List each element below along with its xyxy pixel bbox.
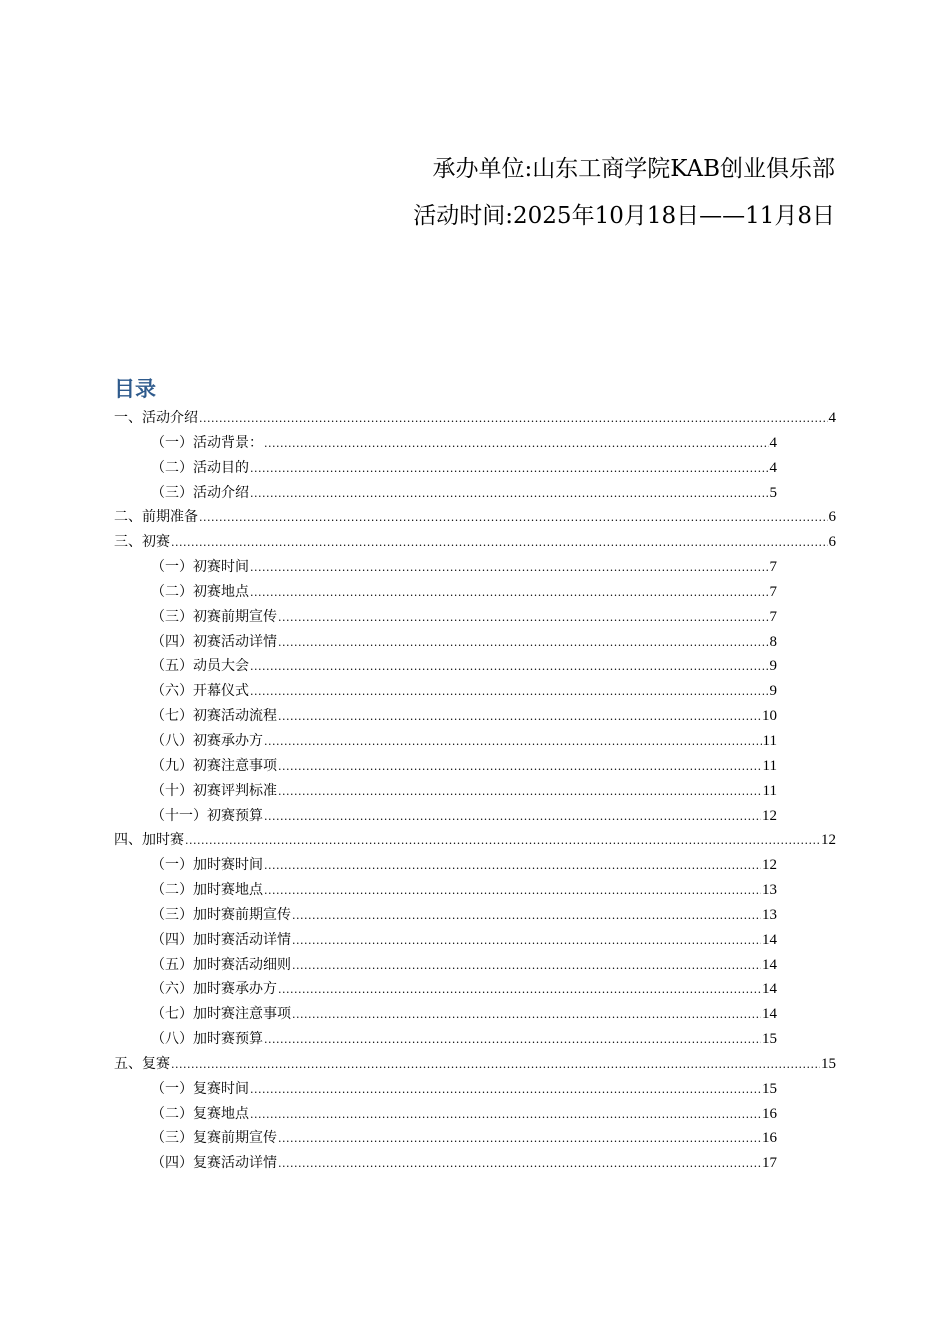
toc-dot-leader [250, 680, 769, 705]
toc-entry-page-number: 9 [769, 683, 777, 700]
toc-entry[interactable] [114, 977, 777, 1002]
toc-entry[interactable] [114, 878, 777, 903]
toc-dot-leader [250, 581, 769, 606]
toc-entry-label: 三、初赛 [114, 534, 170, 551]
activity-time-line: 活动时间:2025年10月18日——11月8日 [413, 203, 835, 229]
toc-dot-leader [199, 506, 828, 531]
toc-entry[interactable] [114, 953, 777, 978]
toc-dot-leader [250, 457, 769, 482]
toc-dot-leader [185, 829, 820, 854]
toc-entry-label: （二）复赛地点 [151, 1105, 249, 1122]
toc-dot-leader [278, 1127, 761, 1152]
toc-entry-label: （六）加时赛承办方 [151, 981, 277, 998]
toc-entry-page-number: 15 [821, 1055, 836, 1072]
toc-dot-leader [278, 705, 761, 730]
toc-entry[interactable] [114, 555, 777, 580]
toc-entry-label: （一）复赛时间 [151, 1080, 249, 1097]
toc-dot-leader [278, 978, 761, 1003]
toc-entry-page-number: 12 [762, 857, 777, 874]
toc-entry-label: （三）初赛前期宣传 [151, 608, 277, 625]
toc-dot-leader [278, 606, 769, 631]
toc-entry[interactable] [114, 804, 777, 829]
toc-entry-page-number: 7 [769, 559, 777, 576]
toc-entry-page-number: 4 [828, 410, 836, 426]
toc-entry-label: （七）加时赛注意事项 [151, 1006, 291, 1023]
toc-entry-page-number: 14 [762, 931, 777, 948]
toc-entry[interactable] [114, 1151, 777, 1176]
toc-entry-label: 五、复赛 [114, 1055, 170, 1072]
toc-entry[interactable] [114, 704, 777, 729]
toc-entry-page-number: 4 [769, 459, 777, 476]
organizer-line: 承办单位:山东工商学院KAB创业俱乐部 [432, 156, 835, 182]
toc-entry-page-number: 6 [828, 534, 836, 551]
toc-entry-page-number: 11 [762, 732, 777, 749]
toc-entry-page-number: 14 [762, 981, 777, 998]
toc-entry[interactable] [114, 679, 777, 704]
toc-entry[interactable] [114, 754, 777, 779]
toc-entry[interactable] [114, 605, 777, 630]
toc-dot-leader [278, 755, 762, 780]
toc-entry-page-number: 4 [769, 434, 777, 451]
toc-entry-label: （四）复赛活动详情 [151, 1155, 277, 1172]
toc-entry-page-number: 13 [762, 906, 777, 923]
toc-entry-page-number: 13 [762, 882, 777, 899]
toc-dot-leader [292, 954, 761, 979]
toc-entry[interactable] [114, 1052, 836, 1077]
toc-entry[interactable] [114, 481, 777, 506]
toc-entry-page-number: 10 [762, 708, 777, 725]
toc-entry-page-number: 16 [762, 1130, 777, 1147]
toc-entry[interactable] [114, 928, 777, 953]
toc-dot-leader [171, 531, 828, 556]
toc-entry-label: （二）活动目的 [151, 459, 249, 476]
toc-entry-page-number: 16 [762, 1105, 777, 1122]
toc-dot-leader [264, 805, 761, 830]
toc-entry-page-number: 17 [762, 1155, 777, 1172]
toc-entry-label: （四）初赛活动详情 [151, 633, 277, 650]
toc-entry[interactable] [114, 580, 777, 605]
toc-entry-label: （一）初赛时间 [151, 559, 249, 576]
toc-entry-page-number: 7 [769, 608, 777, 625]
toc-entry-label: （三）复赛前期宣传 [151, 1130, 277, 1147]
toc-entry-label: （四）加时赛活动详情 [151, 931, 291, 948]
toc-entry-page-number: 14 [762, 1006, 777, 1023]
toc-entry-page-number: 15 [762, 1080, 777, 1097]
toc-dot-leader [171, 1053, 820, 1078]
toc-entry-label: 二、前期准备 [114, 509, 198, 526]
toc-entry-label: （八）初赛承办方 [151, 732, 263, 749]
toc-entry[interactable] [114, 1002, 777, 1027]
toc-entry[interactable] [114, 779, 777, 804]
toc-entry-label: （七）初赛活动流程 [151, 708, 277, 725]
toc-title: 目录 [114, 377, 156, 401]
toc-entry-label: （十一）初赛预算 [151, 807, 263, 824]
toc-dot-leader [264, 730, 762, 755]
toc-entry-label: 一、活动介绍 [114, 410, 198, 426]
toc-entry-label: （二）加时赛地点 [151, 882, 263, 899]
toc-entry[interactable] [114, 505, 836, 530]
toc-entry-page-number: 14 [762, 956, 777, 973]
toc-entry-label: （五）动员大会 [151, 658, 249, 675]
toc-entry-label: （三）加时赛前期宣传 [151, 906, 291, 923]
toc-dot-leader [264, 879, 761, 904]
toc-dot-leader [250, 556, 769, 581]
toc-entry-page-number: 9 [769, 658, 777, 675]
toc-dot-leader [264, 1028, 761, 1053]
toc-dot-leader [250, 482, 769, 507]
toc-entry-label: （八）加时赛预算 [151, 1031, 263, 1048]
toc-dot-leader [292, 904, 761, 929]
toc-entry[interactable] [114, 903, 777, 928]
toc-entry-page-number: 11 [762, 782, 777, 799]
toc-dot-leader [278, 1152, 761, 1177]
toc-entry[interactable] [114, 1077, 777, 1102]
toc-dot-leader [199, 407, 828, 432]
toc-entry-label: （一）活动背景： [151, 434, 263, 451]
toc-entry-page-number: 12 [821, 832, 836, 849]
toc-entry[interactable] [114, 530, 836, 555]
toc-entry[interactable] [114, 654, 777, 679]
toc-dot-leader [278, 631, 769, 656]
toc-entry-label: （五）加时赛活动细则 [151, 956, 291, 973]
toc-entry-label: （三）活动介绍 [151, 484, 249, 501]
toc-entry[interactable] [114, 1126, 777, 1151]
toc-entry-label: （十）初赛评判标准 [151, 782, 277, 799]
toc-entry-page-number: 11 [762, 757, 777, 774]
toc-dot-leader [250, 655, 769, 680]
toc-dot-leader [264, 854, 761, 879]
toc-dot-leader [292, 1003, 761, 1028]
toc-entry[interactable] [114, 729, 777, 754]
toc-entry-page-number: 8 [769, 633, 777, 650]
toc-entry-page-number: 12 [762, 807, 777, 824]
toc-dot-leader [250, 1078, 761, 1103]
toc-entry[interactable] [114, 1027, 777, 1052]
toc-dot-leader [250, 1103, 761, 1128]
toc-entry-page-number: 15 [762, 1031, 777, 1048]
toc-entry[interactable] [114, 456, 777, 481]
toc-dot-leader [278, 780, 762, 805]
toc-entry-label: （六）开幕仪式 [151, 683, 249, 700]
toc-entry-label: 四、加时赛 [114, 832, 184, 849]
toc-entry[interactable] [114, 431, 777, 456]
toc-entry[interactable] [114, 630, 777, 655]
toc-entry[interactable] [114, 853, 777, 878]
toc-entry-label: （九）初赛注意事项 [151, 757, 277, 774]
toc-entry-page-number: 7 [769, 583, 777, 600]
toc-entry-page-number: 5 [769, 484, 777, 501]
toc-entry[interactable] [114, 1102, 777, 1127]
toc-entry[interactable] [114, 828, 836, 853]
toc-dot-leader [264, 432, 769, 457]
toc-entry-page-number: 6 [828, 509, 836, 526]
toc-entry[interactable] [114, 406, 836, 431]
table-of-contents [114, 406, 836, 1176]
toc-entry-label: （一）加时赛时间 [151, 857, 263, 874]
toc-dot-leader [292, 929, 761, 954]
toc-entry-label: （二）初赛地点 [151, 583, 249, 600]
